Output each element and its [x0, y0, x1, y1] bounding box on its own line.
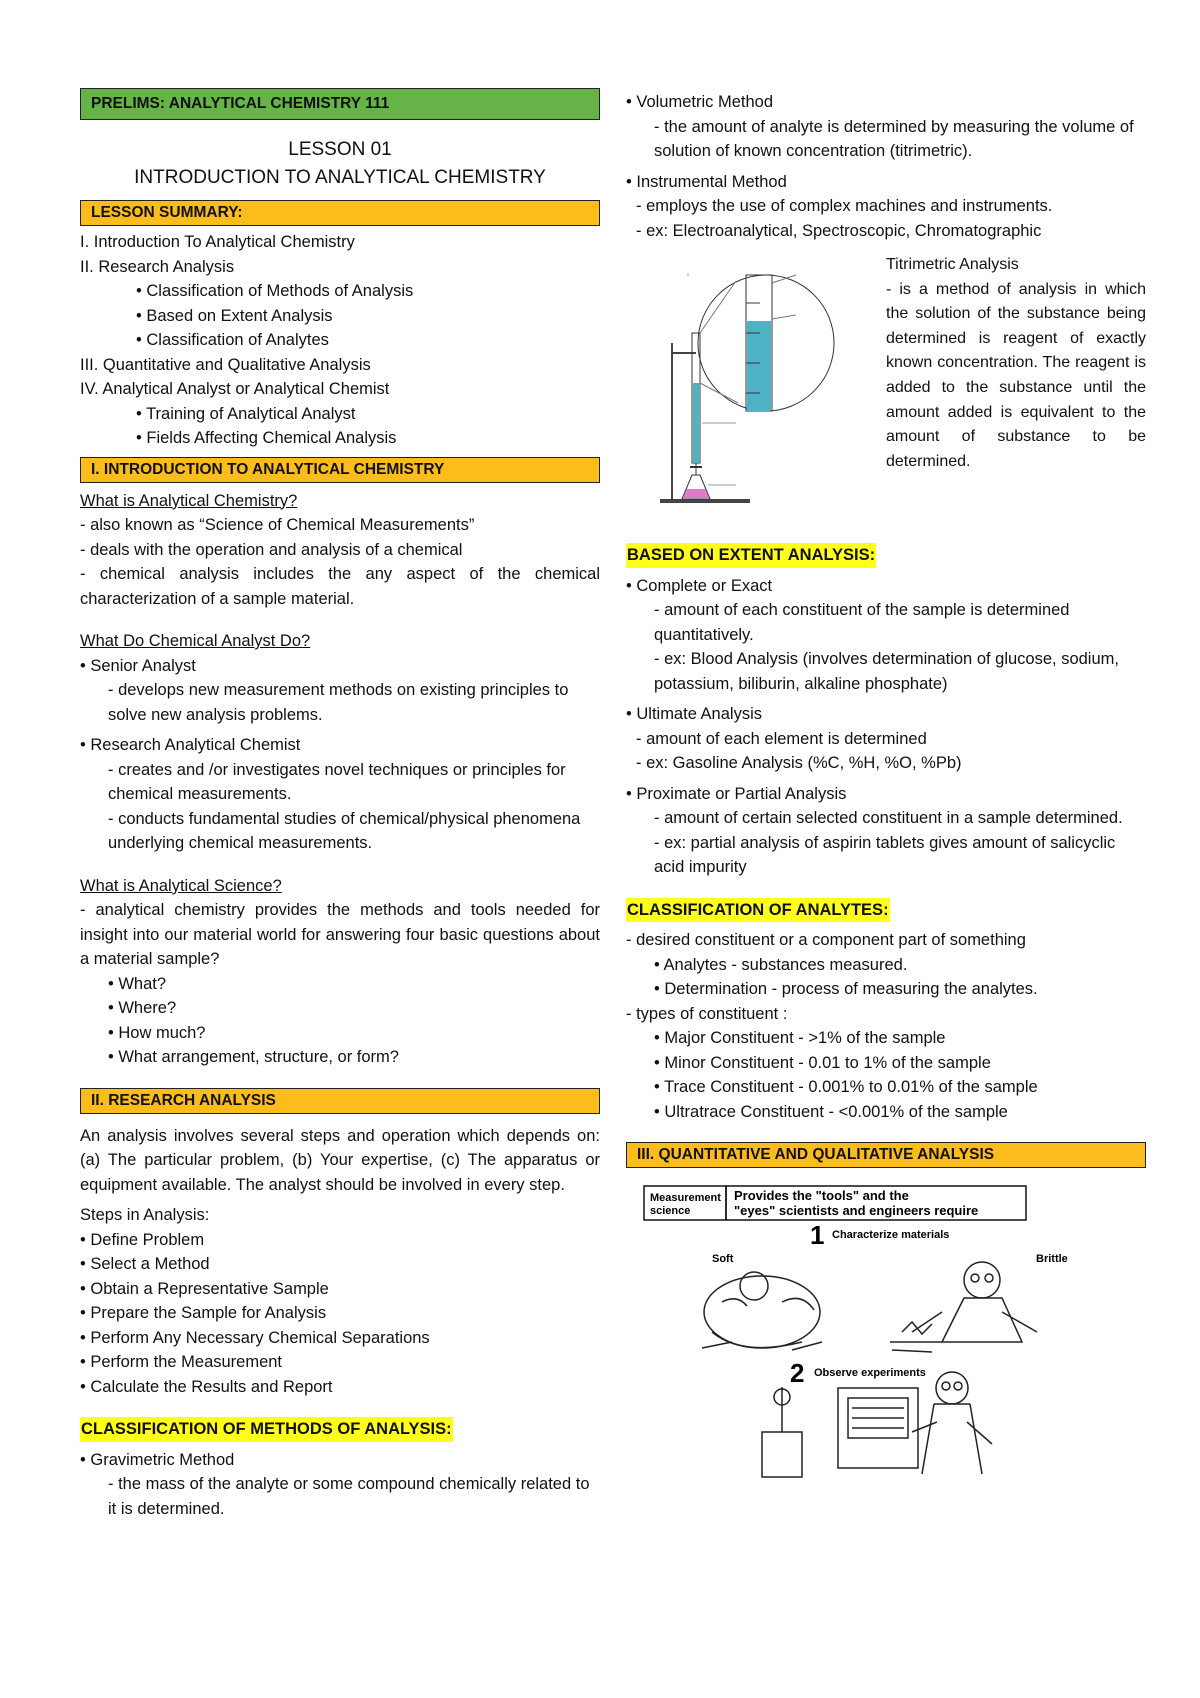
summary-item: • Based on Extent Analysis [136, 306, 333, 325]
summary-item: • Training of Analytical Analyst [136, 404, 356, 423]
extent-heading: BASED ON EXTENT ANALYSIS: [626, 543, 876, 568]
bullet-item: • What? [108, 974, 167, 993]
titrimetric-title: Titrimetric Analysis [886, 256, 1019, 273]
section-2-body [80, 1124, 600, 1522]
body-line: - develops new measurement methods on existing principles to solve new analysis problems. [108, 681, 569, 724]
soft-material-scene [702, 1272, 822, 1350]
body-paragraph: An analysis involves several steps and operation which depends on: (a) The particular problem, (b) Your expertise, (c) The apparatus or equipment available. The analyst should be involved in every step. [80, 1126, 600, 1194]
box-label-2: science [650, 1205, 691, 1217]
section-1-heading: I. INTRODUCTION TO ANALYTICAL CHEMISTRY [80, 457, 600, 483]
lesson-summary-list [80, 230, 600, 451]
box-label-1: Measurement [650, 1192, 721, 1204]
course-header-box: PRELIMS: ANALYTICAL CHEMISTRY 111 [80, 88, 600, 120]
body-line: - the amount of analyte is determined by measuring the volume of solution of known concentration (titrimetric). [654, 117, 1134, 160]
body-line: - chemical analysis includes the any aspect of the chemical characterization of a sample material. [80, 565, 600, 608]
section-3-heading: III. QUANTITATIVE AND QUALITATIVE ANALYSIS [626, 1142, 1146, 1168]
bullet-item: • What arrangement, structure, or form? [108, 1048, 399, 1066]
step-item: • Perform Any Necessary Chemical Separations [80, 1328, 430, 1347]
body-line: - the mass of the analyte or some compound chemically related to it is determined. [108, 1475, 590, 1518]
bullet-item: • Volumetric Method [626, 93, 774, 111]
body-line: - also known as “Science of Chemical Measurements” [80, 516, 475, 534]
step-2-label: Observe experiments [814, 1367, 926, 1379]
bullet-item: • Instrumental Method [626, 172, 787, 191]
body-line: - ex: Electroanalytical, Spectroscopic, Chromatographic [636, 221, 1042, 240]
lesson-title: INTRODUCTION TO ANALYTICAL CHEMISTRY [134, 167, 546, 188]
soft-label: Soft [712, 1253, 734, 1265]
titrimetric-desc: - is a method of analysis in which the solution of the substance being determined is reagent of exactly known concentration. The reagent is added to the substance until the amount added is equivalent to the amount of substance to be determined. [886, 280, 1146, 470]
step-number-2: 2 [790, 1358, 805, 1388]
bullet-item: • Senior Analyst [80, 656, 196, 675]
titrimetric-text [886, 253, 1146, 474]
brittle-label: Brittle [1036, 1253, 1068, 1265]
step-number-1: 1 [810, 1220, 825, 1250]
bullet-item: • Determination - process of measuring the analytes. [654, 980, 1038, 998]
body-line: - desired constituent or a component part of something [626, 931, 1026, 949]
titration-block [626, 253, 1146, 543]
step-1-label: Characterize materials [832, 1229, 950, 1241]
bullet-item: • Ultimate Analysis [626, 705, 762, 723]
step-item: • Select a Method [80, 1255, 210, 1273]
bullet-item: • Minor Constituent - 0.01 to 1% of the sample [654, 1053, 991, 1072]
steps-title: Steps in Analysis: [80, 1206, 210, 1224]
bullet-item: • Trace Constituent - 0.001% to 0.01% of the sample [654, 1078, 1038, 1096]
tagline-2: "eyes" scientists and engineers require [734, 1203, 979, 1218]
body-line: - ex: Gasoline Analysis (%C, %H, %O, %Pb) [636, 754, 962, 772]
step-item: • Obtain a Representative Sample [80, 1279, 329, 1298]
right-column [626, 90, 1146, 1490]
methods-heading: CLASSIFICATION OF METHODS OF ANALYSIS: [80, 1417, 453, 1442]
summary-item: IV. Analytical Analyst or Analytical Chemist [80, 380, 390, 398]
step-item: • Prepare the Sample for Analysis [80, 1304, 327, 1322]
body-line: - ex: Blood Analysis (involves determination of glucose, sodium, potassium, biliburin, alkaline phosphate) [654, 650, 1119, 693]
bullet-item: • Proximate or Partial Analysis [626, 784, 847, 803]
section-2-heading: II. RESEARCH ANALYSIS [80, 1088, 600, 1114]
step-item: • Perform the Measurement [80, 1353, 283, 1371]
bullet-item: • Complete or Exact [626, 576, 773, 595]
stand-base [660, 499, 750, 503]
step-item: • Calculate the Results and Report [80, 1377, 333, 1396]
body-line: - deals with the operation and analysis of a chemical [80, 540, 463, 559]
bullet-item: • Ultratrace Constituent - <0.001% of the sample [654, 1102, 1008, 1121]
summary-item: II. Research Analysis [80, 257, 235, 276]
brittle-material-scene [890, 1262, 1037, 1352]
section-1-body [80, 489, 600, 1070]
summary-item: I. Introduction To Analytical Chemistry [80, 233, 355, 251]
tagline-1: Provides the "tools" and the [734, 1188, 909, 1203]
summary-item: • Classification of Analytes [136, 331, 329, 349]
lesson-summary-heading: LESSON SUMMARY: [80, 200, 600, 226]
question-heading: What is Analytical Chemistry? [80, 491, 298, 510]
step-item: • Define Problem [80, 1230, 205, 1249]
titration-apparatus-image [646, 263, 866, 513]
bullet-item: • Major Constituent - >1% of the sample [654, 1029, 946, 1047]
body-line: - amount of each constituent of the sample is determined quantitatively. [654, 601, 1070, 644]
analytes-heading: CLASSIFICATION OF ANALYTES: [626, 898, 890, 923]
bullet-item: • Where? [108, 999, 177, 1017]
body-line: - employs the use of complex machines and instruments. [636, 197, 1053, 215]
body-line: - creates and /or investigates novel techniques or principles for chemical measurements. [108, 760, 566, 803]
question-heading: What is Analytical Science? [80, 876, 282, 895]
summary-item: • Classification of Methods of Analysis [136, 282, 414, 300]
bullet-item: • How much? [108, 1023, 206, 1042]
body-line: - analytical chemistry provides the methods and tools needed for insight into our material world for answering four basic questions about a material sample? [80, 901, 600, 968]
bullet-item: • Gravimetric Method [80, 1450, 235, 1469]
question-heading: What Do Chemical Analyst Do? [80, 632, 311, 650]
summary-item: III. Quantitative and Qualitative Analysis [80, 355, 371, 374]
body-line: - ex: partial analysis of aspirin tablets gives amount of salicyclic acid impurity [654, 833, 1116, 876]
body-line: - conducts fundamental studies of chemical/physical phenomena underlying chemical measurements. [108, 809, 581, 852]
lesson-number: LESSON 01 [288, 139, 392, 160]
bullet-item: • Research Analytical Chemist [80, 736, 301, 754]
left-column [80, 88, 600, 1521]
body-line: - amount of certain selected constituent in a sample determined. [654, 809, 1123, 827]
summary-item: • Fields Affecting Chemical Analysis [136, 429, 397, 447]
body-line: - amount of each element is determined [636, 729, 927, 748]
bullet-item: • Analytes - substances measured. [654, 955, 908, 974]
measurement-science-illustration [642, 1182, 1072, 1482]
body-line: - types of constituent : [626, 1004, 788, 1023]
